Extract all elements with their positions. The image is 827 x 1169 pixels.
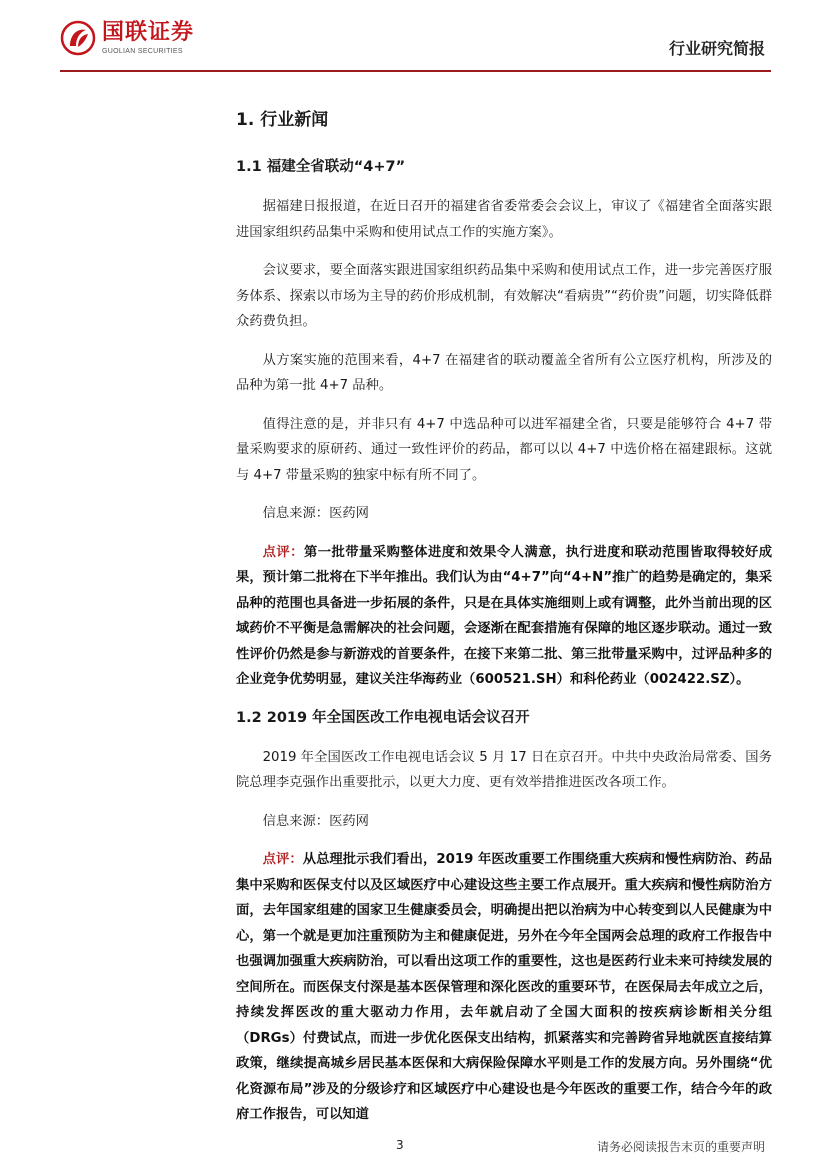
paragraph: 值得注意的是，并非只有 4+7 中选品种可以进军福建全省，只要是能够符合 4+7 带量采购要求的原研药、通过一致性评价的药品，都可以以 4+7 中选价格在福建跟标。这就与 4+7 带量采购的独家中标有所不同了。 bbox=[236, 416, 772, 483]
page-number: 3 bbox=[396, 1138, 404, 1152]
company-logo bbox=[60, 20, 194, 56]
section-title: 1. 行业新闻 bbox=[236, 110, 329, 130]
comment-paragraph bbox=[236, 540, 772, 693]
report-type-label: 行业研究简报 bbox=[668, 39, 765, 58]
header-divider bbox=[60, 70, 771, 72]
comment-text: 第一批带量采购整体进度和效果令人满意，执行进度和联动范围皆取得较好成果，预计第二批将在下半年推出。我们认为由“4+7”向“4+N”推广的趋势是确定的，集采品种的范围也具备进一步拓展的条件，只是在具体实施细则上或有调整，此外当前出现的区域药价不平衡是急需解决的社会问题，会逐渐在配套措施有保障的地区逐步联动。通过一致性评价仍然是参与新游戏的首要条件，在接下来第二批、第三批带量采购中，过评品种多的企业竞争优势明显，建议关注华海药业（600521.SH）和科伦药业（002422.SZ）。 bbox=[236, 544, 773, 687]
page-header bbox=[0, 0, 827, 72]
comment-tag: 点评： bbox=[262, 852, 303, 867]
paragraph: 据福建日报报道，在近日召开的福建省省委常委会会议上，审议了《福建省全面落实跟进国家组织药品集中采购和使用试点工作的实施方案》。 bbox=[236, 199, 772, 240]
comment-text: 从总理批示我们看出，2019 年医改重要工作围绕重大疾病和慢性病防治、药品集中采购和医保支付以及区域医疗中心建设这些主要工作点展开。重大疾病和慢性病防治方面，去年国家组建的国家卫生健康委员会，明确提出把以治病为中心转变到以人民健康为中心，第一个就是更加注重预防为主和健康促进，另外在今年全国两会总理的政府工作报告中也强调加强重大疾病防治，可以看出这项工作的重要性，这也是医药行业未来可持续发展的空间所在。而医保支付深是基本医保管理和深化医改的重要环节，在医保局去年成立之后，持续发挥医改的重大驱动力作用，去年就启动了全国大面积的按疾病诊断相关分组（DRGs）付费试点，而进一步优化医保支出结构，抓紧落实和完善跨省异地就医直接结算政策，继续提高城乡居民基本医保和大病保险保障水平则是工作的发展方向。另外围绕“优化资源布局”涉及的分级诊疗和区域医疗中心建设也是今年医改的重要工作，结合今年的政府工作报告，可以知道 bbox=[236, 852, 773, 1122]
main-content bbox=[236, 105, 772, 1141]
paragraph: 2019 年全国医改工作电视电话会议 5 月 17 日在京召开。中共中央政治局常委、国务院总理李克强作出重要批示，以更大力度、更有效举措推进医改各项工作。 bbox=[236, 749, 772, 790]
comment-paragraph bbox=[236, 847, 772, 1128]
paragraph: 会议要求，要全面落实跟进国家组织药品集中采购和使用试点工作，进一步完善医疗服务体系、探索以市场为主导的药价形成机制，有效解决“看病贵”“药价贵”问题，切实降低群众药费负担。 bbox=[236, 263, 772, 329]
disclaimer-text: 请务必阅读报告末页的重要声明 bbox=[596, 1140, 765, 1154]
source-line: 信息来源：医药网 bbox=[262, 506, 369, 521]
comment-tag: 点评： bbox=[262, 544, 304, 560]
subsection-title-2: 1.2 2019 年全国医改工作电视电话会议召开 bbox=[236, 709, 530, 726]
logo-english-name: GUOLIAN SECURITIES bbox=[102, 47, 183, 55]
page-footer bbox=[0, 1128, 827, 1158]
source-line: 信息来源：医药网 bbox=[262, 813, 369, 829]
paragraph: 从方案实施的范围来看，4+7 在福建省的联动覆盖全省所有公立医疗机构，所涉及的品种为第一批 4+7 品种。 bbox=[236, 352, 772, 393]
guolian-logo-icon bbox=[60, 20, 96, 56]
logo-chinese-name: 国联证券 bbox=[102, 19, 195, 45]
subsection-title-1: 1.1 福建全省联动“4+7” bbox=[236, 159, 406, 175]
